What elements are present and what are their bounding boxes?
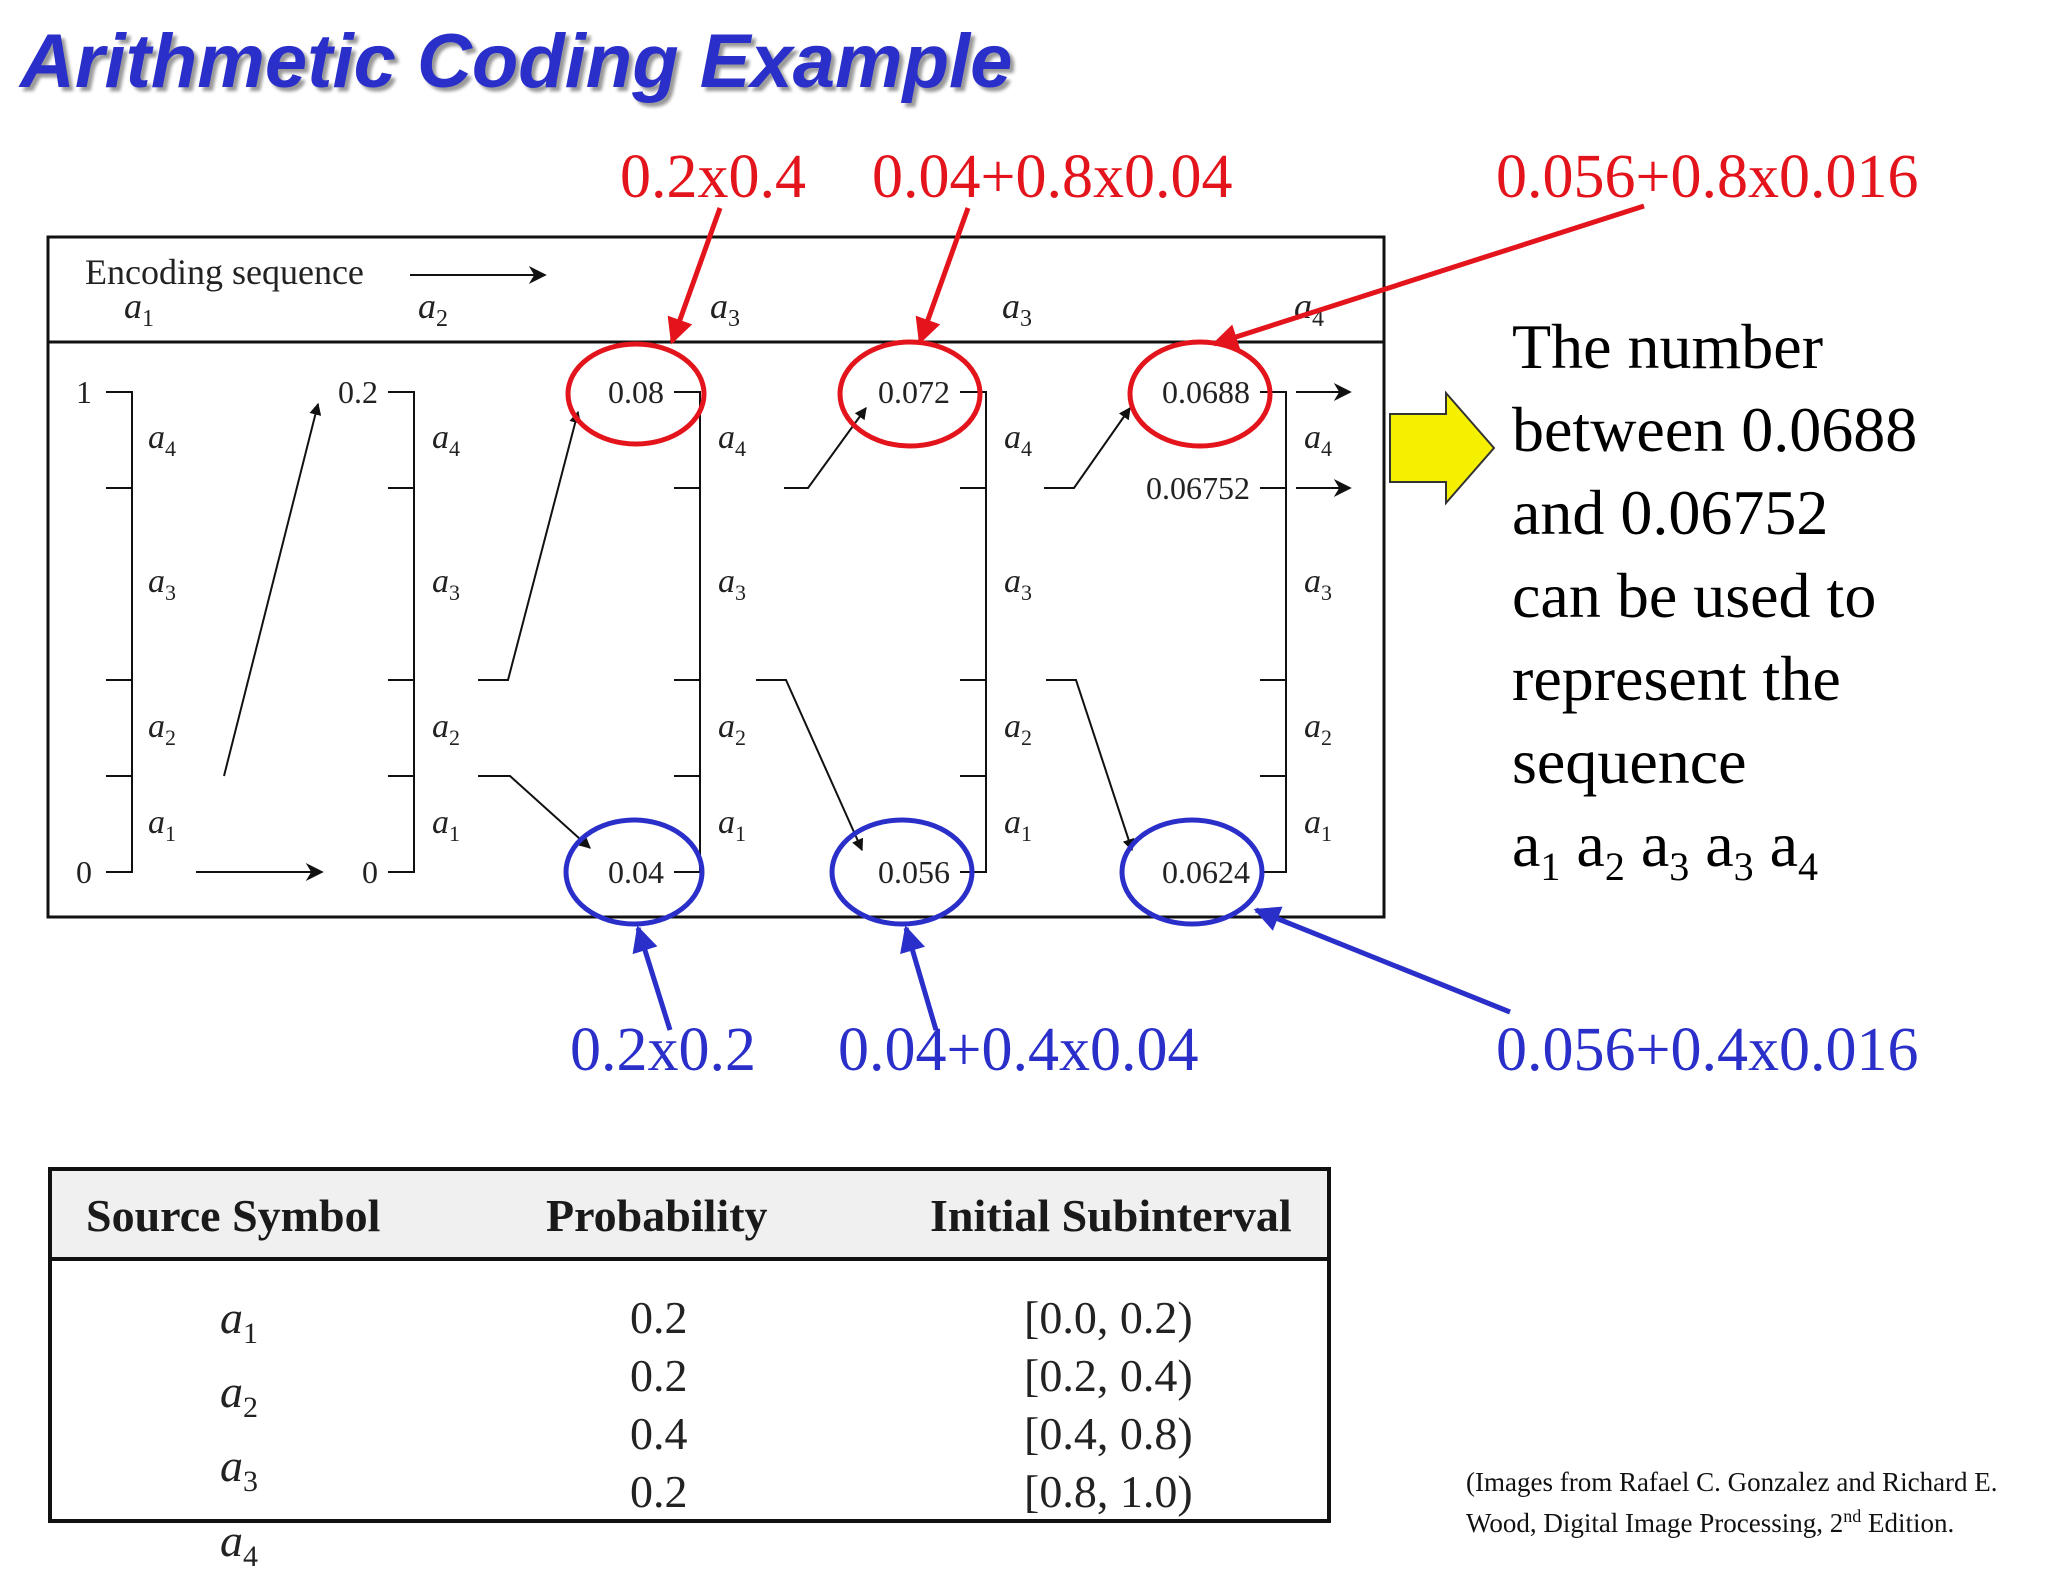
page-title: Arithmetic Coding Example [20, 19, 1013, 104]
sequence-symbol: $a_1$ [124, 286, 154, 332]
symbol-label: $a_2$ [148, 708, 176, 750]
symbol-label: $a_4$ [1304, 419, 1332, 461]
table-cell: [0.8, 1.0) [1024, 1466, 1193, 1517]
lower-callout-arrow [1256, 910, 1510, 1012]
diagram-frame [48, 237, 1384, 917]
table-cell: [0.4, 0.8) [1024, 1408, 1193, 1459]
explanation-line: can be used to [1512, 560, 1877, 631]
image-credit [1466, 1465, 1998, 1540]
lower-callout-arrow [906, 928, 936, 1030]
mapping-arrow [1044, 408, 1130, 488]
column-probability [630, 1289, 688, 1521]
interval-scale [388, 392, 414, 872]
upper-formula: 0.056+0.8x0.016 [1496, 143, 1919, 211]
upper-bound-label: 0.072 [878, 374, 950, 410]
symbol-label: $a_3$ [148, 563, 176, 605]
sequence-symbol: $a_2$ [418, 286, 448, 332]
lower-bound-label: 0 [76, 854, 92, 890]
table-cell: 0.2 [630, 1350, 688, 1401]
yellow-arrow-icon [1390, 393, 1494, 503]
upper-bound-label: 0.08 [608, 374, 664, 410]
sequence-symbol: $a_4$ [1294, 286, 1324, 332]
symbol-label: $a_2$ [432, 708, 460, 750]
encoding-sequence-label: Encoding sequence [85, 252, 364, 292]
sequence-labels [124, 286, 1324, 332]
lower-formula: 0.056+0.4x0.016 [1496, 1016, 1919, 1084]
mapping-arrow [478, 776, 590, 848]
mapping-arrow [756, 680, 862, 850]
symbol-label: $a_1$ [1304, 804, 1332, 846]
table-cell: 0.2 [630, 1466, 688, 1517]
explanation-line: and 0.06752 [1512, 477, 1829, 548]
table-cell: $a_3$ [220, 1440, 258, 1499]
upper-bound-label: 1 [76, 374, 92, 410]
header-probability: Probability [546, 1190, 768, 1241]
table-cell: [0.0, 0.2) [1024, 1292, 1193, 1343]
upper-formula: 0.04+0.8x0.04 [872, 143, 1233, 211]
interval-scale [674, 392, 700, 872]
lower-formula: 0.2x0.2 [570, 1016, 756, 1084]
extra-bound-label: 0.06752 [1146, 470, 1250, 506]
lower-formula: 0.04+0.4x0.04 [838, 1016, 1199, 1084]
symbol-label: $a_4$ [432, 419, 460, 461]
explanation-line: The number [1512, 311, 1823, 382]
table-cell: [0.2, 0.4) [1024, 1350, 1193, 1401]
probability-table [48, 1167, 1331, 1573]
symbol-label: $a_2$ [1304, 708, 1332, 750]
lower-bound-label: 0.0624 [1162, 854, 1250, 890]
symbol-label: $a_4$ [1004, 419, 1032, 461]
upper-bound-label: 0.0688 [1162, 374, 1250, 410]
explanation-text [1512, 305, 1917, 908]
sequence-symbol: $a_3$ [710, 286, 740, 332]
lower-callout-arrow [638, 928, 670, 1030]
symbol-label: $a_3$ [1004, 563, 1032, 605]
sequence-formula: $a_1$ $a_2$ $a_3$ $a_3$ $a_4$ [1512, 809, 1819, 889]
table-cell: $a_1$ [220, 1292, 258, 1351]
upper-bound-label: 0.2 [338, 374, 378, 410]
mapping-arrow [1046, 680, 1132, 850]
mapping-arrow [478, 412, 578, 680]
mapping-arrow [784, 408, 866, 488]
interval-scale [106, 392, 132, 872]
interval-scale [960, 392, 986, 872]
column-source-symbol [220, 1289, 258, 1586]
upper-formula: 0.2x0.4 [620, 143, 806, 211]
symbol-label: $a_1$ [148, 804, 176, 846]
credit-line: (Images from Rafael C. Gonzalez and Richard E. [1466, 1467, 1998, 1497]
header-source-symbol: Source Symbol [86, 1190, 381, 1241]
symbol-label: $a_1$ [1004, 804, 1032, 846]
symbol-label: $a_1$ [432, 804, 460, 846]
table-header [52, 1171, 1327, 1261]
table-cell: $a_2$ [220, 1366, 258, 1425]
credit-line: Wood, Digital Image Processing, 2nd Edition. [1466, 1506, 1955, 1538]
column-initial-subinterval [1024, 1289, 1193, 1521]
symbol-label: $a_4$ [148, 419, 176, 461]
symbol-label: $a_4$ [718, 419, 746, 461]
symbol-label: $a_2$ [1004, 708, 1032, 750]
symbol-label: $a_3$ [718, 563, 746, 605]
lower-bound-label: 0 [362, 854, 378, 890]
explanation-line: sequence [1512, 726, 1747, 797]
sequence-symbol: $a_3$ [1002, 286, 1032, 332]
symbol-label: $a_3$ [432, 563, 460, 605]
explanation-line: represent the [1512, 643, 1841, 714]
header-initial-subinterval: Initial Subinterval [930, 1190, 1292, 1241]
symbol-label: $a_3$ [1304, 563, 1332, 605]
mapping-arrow [224, 404, 318, 776]
symbol-label: $a_2$ [718, 708, 746, 750]
table-cell: $a_4$ [220, 1514, 258, 1573]
lower-bound-label: 0.04 [608, 854, 664, 890]
table-cell: 0.2 [630, 1292, 688, 1343]
interval-scale [1260, 392, 1286, 872]
upper-callout-arrow [920, 208, 968, 342]
explanation-line: between 0.0688 [1512, 394, 1918, 465]
symbol-label: $a_1$ [718, 804, 746, 846]
lower-bound-label: 0.056 [878, 854, 950, 890]
table-cell: 0.4 [630, 1408, 688, 1459]
